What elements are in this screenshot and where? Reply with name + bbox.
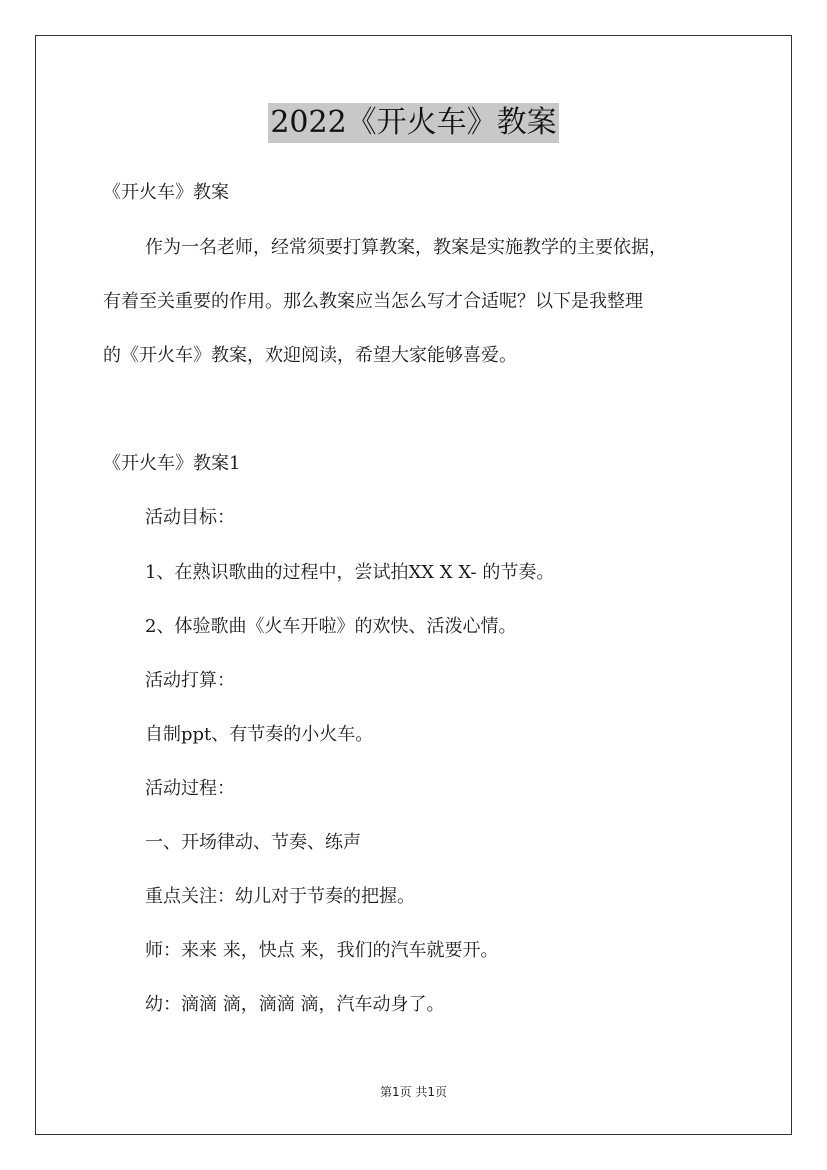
section-line-child: 幼：滴滴 滴，滴滴 滴，汽车动身了。 [145, 994, 445, 1015]
section-heading: 《开火车》教案1 [103, 453, 241, 474]
section-line-prep-items: 自制ppt、有节奏的小火车。 [145, 724, 374, 745]
section-line-teacher: 师：来来 来，快点 来，我们的汽车就要开。 [145, 940, 499, 961]
section-line-activity-prep: 活动打算： [145, 670, 235, 691]
title-container [0, 103, 827, 143]
document-subtitle: 《开火车》教案 [103, 182, 229, 203]
intro-paragraph-line-2: 有着至关重要的作用。那么教案应当怎么写才合适呢？以下是我整理 [103, 291, 643, 312]
document-title: 2022《开火车》教案 [268, 103, 558, 143]
section-line-activity-goal: 活动目标： [145, 507, 235, 528]
intro-paragraph-line-3: 的《开火车》教案，欢迎阅读，希望大家能够喜爱。 [103, 345, 517, 366]
intro-paragraph-line-1: 作为一名老师，经常须要打算教案，教案是实施教学的主要依据， [145, 237, 667, 258]
section-line-activity-process: 活动过程： [145, 778, 235, 799]
section-line-step-1: 一、开场律动、节奏、练声 [145, 832, 361, 853]
section-line-goal-1: 1、在熟识歌曲的过程中，尝试拍XX X X- 的节奏。 [145, 562, 555, 583]
section-line-focus: 重点关注：幼儿对于节奏的把握。 [145, 886, 415, 907]
section-line-goal-2: 2、体验歌曲《火车开啦》的欢快、活泼心情。 [145, 616, 517, 637]
page-number-footer: 第1页 共1页 [379, 1085, 448, 1099]
